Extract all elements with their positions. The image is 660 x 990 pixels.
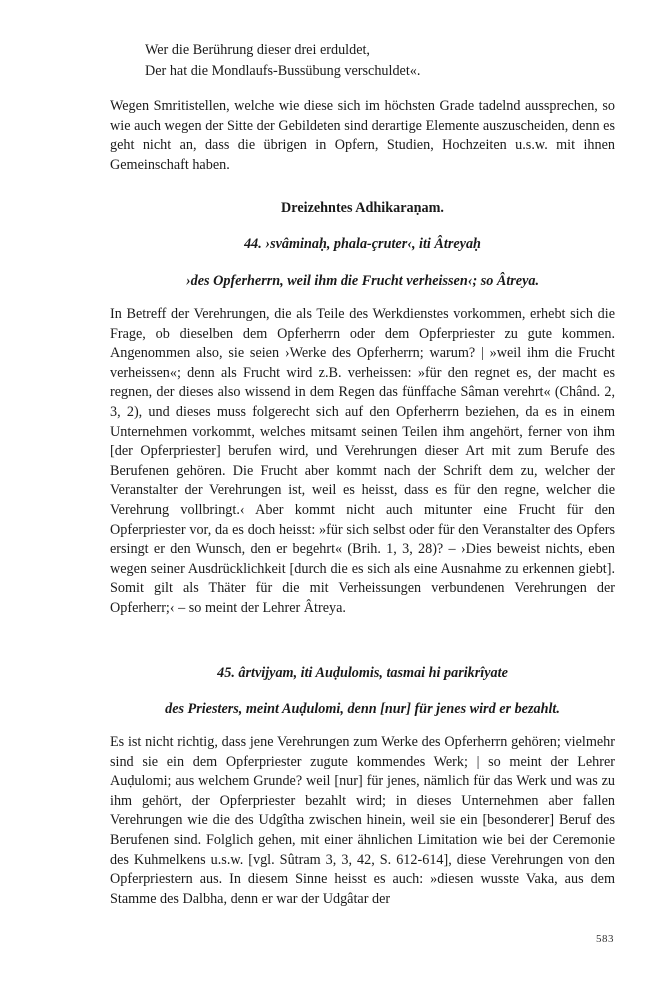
paragraph-smriti: Wegen Smritistellen, welche wie diese sich im höchsten Grade tadelnd aussprechen, so wie auch wegen der Sitte der Gebildeten sind derartige Elemente auszuscheiden, denn es geht nicht an, dass die übrigen in Opfern, Studien, Hochzeiten u.s.w. mit ihnen Gemeinschaft haben. [110,98,615,173]
sutra-45-translation: des Priesters, meint Auḍulomi, denn [nur] für jenes wird er bezahlt. [165,701,560,717]
sutra-45-sanskrit: 45. ârtvijyam, iti Auḍulomis, tasmai hi parikrîyate [217,665,508,681]
verse-line-1: Wer die Berührung dieser drei erduldet, [145,42,370,58]
page-number: 583 [596,933,614,945]
paragraph-commentary-44: In Betreff der Verehrungen, die als Teile des Werkdienstes vorkommen, erhebt sich die Frage, ob dieselben dem Opferherrn oder dem Opferpriester zu gute kommen. Angenommen also, sie seien ›Werke des Opferherrn; warum? | »weil ihm die Frucht verheissen«; denn als Frucht wird z.B. verheissen: »für den regnet es, der macht es regnen, der dieses also wissend in dem Regen das fünffache Sâman verehrt« (Chând. 2, 3, 2), und dieses muss folgerecht sich auf den Opferherrn beziehen, da es in einem Unternehmen vorkommt, welches mitsamt seinen Teilen ihm angehört, ferner von ihm [der Opferpriester] berufen wird, und Verehrungen dieser Art mit zum Berufe des Berufenen gehören. Die Frucht aber kommt nach der Schrift dem zu, welcher der Veranstalter der Verehrungen ist, weil es heisst, dass es für den regne, welcher die Verehrung vollbringt.‹ Aber kommt nicht auch mitunter eine Frucht für den Opferpriester vor, da es doch heisst: »für sich selbst oder für den Veranstalter des Opfers ersingt er den Wunsch, den er begehrt« (Brih. 1, 3, 28)? – ›Dies beweist nichts, eben wegen seiner Ausdrücklichkeit [durch die es sich als eine Ausnahme zu erkennen giebt]. Somit gilt als Thäter für die mit Verheissungen verbundenen Verehrungen der Opferherr;‹ – so meint der Lehrer Âtreya. [110,306,615,616]
sutra-44-translation: ›des Opferherrn, weil ihm die Frucht verheissen‹; so Âtreya. [185,273,540,289]
verse-line-2: Der hat die Mondlaufs-Bussübung verschuldet«. [145,62,421,79]
verse-quote [145,40,565,81]
sutra-44-sanskrit: 44. ›svâminaḥ, phala-çruter‹, iti Âtreyaḥ [244,236,481,252]
section-title: Dreizehntes Adhikaraṇam. [281,200,444,216]
paragraph-commentary-45: Es ist nicht richtig, dass jene Verehrungen zum Werke des Opferherrn gehören; vielmehr sind sie ein dem Opferpriester zugute kommendes Werk; | so meint der Lehrer Auḍulomi; aus welchem Grunde? weil [nur] für jenes, nämlich für das Werk und was zu ihm gehört, der Opferpriester bezahlt wird; in dieses Unternehmen aber fallen Verehrungen wie die des Udgîtha zwischen hinein, weil sie ein [besonderer] Beruf des Berufenen sind. Folglich gehen, mit einer ähnlichen Limitation wie bei der Ceremonie des Kuhmelkens u.s.w. [vgl. Sûtram 3, 3, 42, S. 612-614], diese Verehrungen von den Opferpriestern aus. In diesem Sinne heisst es auch: »diesen wusste Vaka, aus dem Stamme des Dalbha, denn er war der Udgâtar der [110,734,615,907]
